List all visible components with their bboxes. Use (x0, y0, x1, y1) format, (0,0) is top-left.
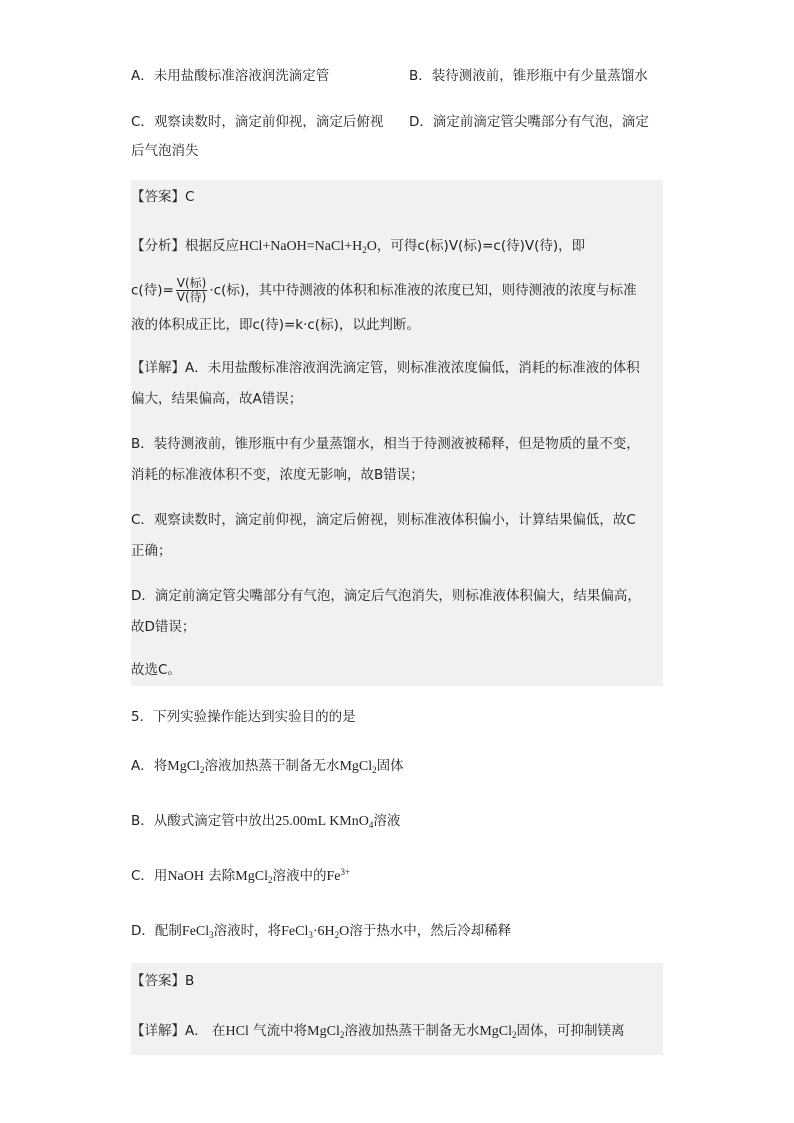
q5-option-a: A．将MgCl$_2$溶液加热蒸干制备无水MgCl$_2$固体 (131, 758, 404, 775)
q5-detail-a: 【详解】A． 在HCl 气流中将MgCl$_2$溶液加热蒸干制备无水MgCl$_2$固体，可抑制镁离 (131, 1023, 625, 1040)
detail-b-line1: B．装待测液前，锥形瓶中有少量蒸馏水，相当于待测液被稀释，但是物质的量不变， (131, 436, 640, 452)
detail-a-line2: 偏大，结果偏高，故A错误； (131, 391, 303, 407)
detail-label: 【详解】 (131, 360, 185, 376)
answer-value: C (185, 189, 195, 205)
analysis-line-3: 液的体积成正比，即c(待)=k·c(标)，以此判断。 (131, 317, 420, 333)
option-d-line2: 后气泡消失 (131, 143, 199, 159)
q5-detail-label: 【详解】 (131, 1023, 185, 1039)
detail-d-line2: 故D错误； (131, 619, 196, 635)
detail-b-line2: 消耗的标准液体积不变，浓度无影响，故B错误； (131, 467, 424, 483)
answer-label: 【答案】 (131, 189, 185, 205)
q5-answer-value: B (185, 973, 195, 989)
q5-option-b: B．从酸式滴定管中放出25.00mL KMnO$_4$溶液 (131, 813, 401, 830)
option-c: C．观察读数时，滴定前仰视，滴定后俯视 (131, 114, 384, 130)
detail-c-line1: C．观察读数时，滴定前仰视，滴定后俯视，则标准液体积偏小，计算结果偏低，故C (131, 512, 636, 528)
q5-answer-line (131, 971, 194, 991)
volume-ratio-fraction: $\frac{\text{V(标)}}{\text{V(待)}}$ (176, 276, 207, 304)
analysis-label: 【分析】 (131, 238, 185, 254)
option-b: B．装待测液前，锥形瓶中有少量蒸馏水 (409, 68, 648, 84)
analysis-line-1: 【分析】根据反应$HCl+NaOH=NaCl+H_2O$，可得c(标)V(标)=c(待)V(待)，即 (131, 238, 586, 255)
detail-d-line1: D．滴定前滴定管尖嘴部分有气泡，滴定后气泡消失，则标准液体积偏大，结果偏高， (131, 588, 641, 604)
q5-answer-label: 【答案】 (131, 973, 185, 989)
detail-a-line1: 【详解】A．未用盐酸标准溶液润洗滴定管，则标准液浓度偏低，消耗的标准液的体积 (131, 360, 640, 376)
detail-conclusion: 故选C。 (131, 662, 181, 678)
option-d-line1: D．滴定前滴定管尖嘴部分有气泡，滴定 (409, 114, 649, 130)
answer-line (131, 187, 194, 207)
detail-c-line2: 正确； (131, 543, 172, 559)
q5-option-d: D．配制FeCl$_3$溶液时，将$FeCl_3\cdot 6H_2O$溶于热水中，然后冷却稀释 (131, 923, 512, 940)
option-a: A．未用盐酸标准溶液润洗滴定管 (131, 68, 330, 84)
analysis-line-2: c(待)= $\frac{\text{V(标)}}{\text{V(待)}}$ ·c(标)，其中待测液的体积和标准液的浓度已知，则待测液的浓度与标准 (131, 276, 637, 304)
q5-option-c: C．用NaOH 去除MgCl$_2$溶液中的$Fe^{3+}$ (131, 867, 351, 885)
q5-stem: 5．下列实验操作能达到实验目的的是 (131, 709, 356, 725)
reaction-equation: $HCl+NaOH=NaCl+H_2O$ (239, 239, 377, 255)
